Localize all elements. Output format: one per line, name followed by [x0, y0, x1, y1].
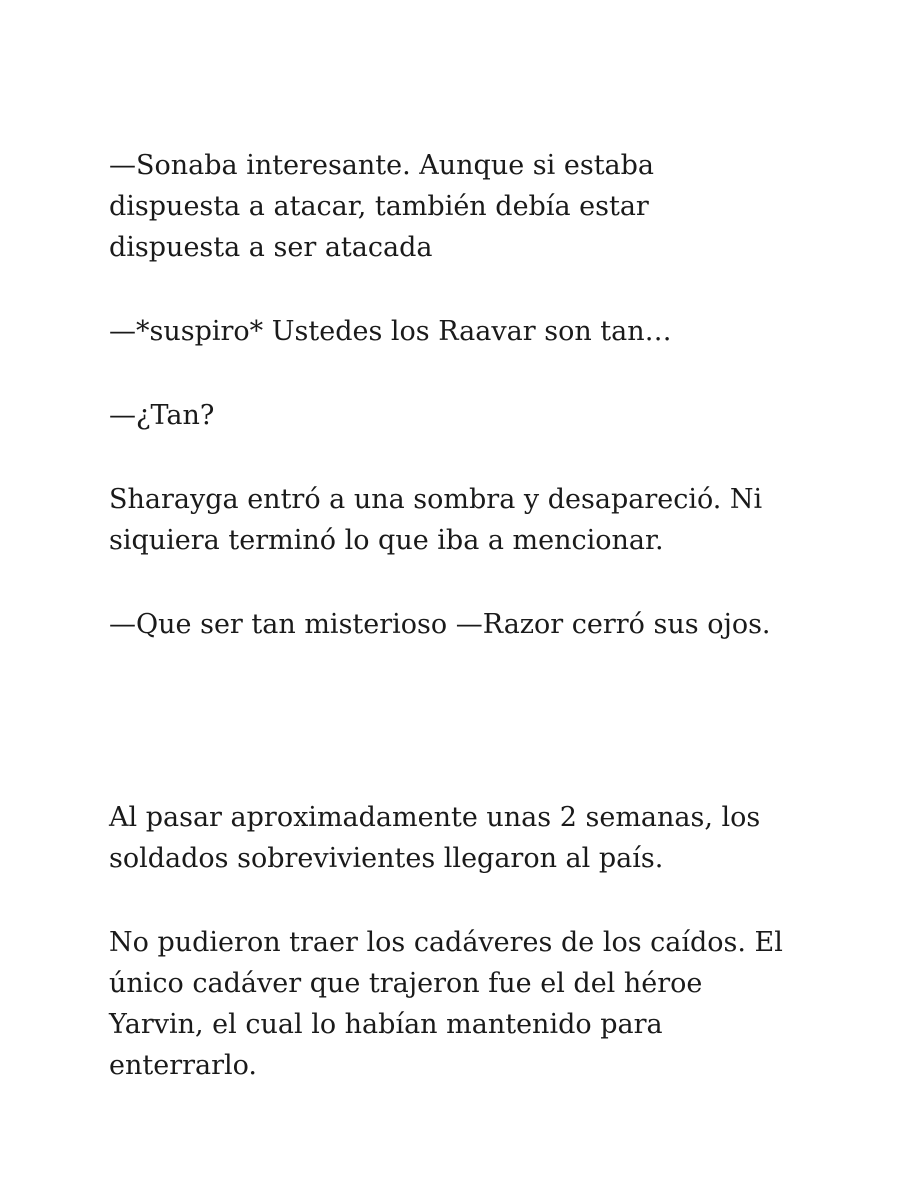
text-line: siquiera terminó lo que iba a mencionar.: [109, 525, 664, 556]
text-line: dispuesta a ser atacada: [109, 232, 433, 263]
paragraph-narration-3: [109, 922, 809, 1086]
text-line: No pudieron traer los cadáveres de los caídos. El: [109, 927, 783, 958]
text-line: Yarvin, el cual lo habían mantenido para: [109, 1009, 663, 1040]
text-line: —Sonaba interesante. Aunque si estaba: [109, 150, 655, 181]
scene-break: [109, 688, 809, 797]
paragraph-narration-1: [109, 479, 809, 561]
text-line: —¿Tan?: [109, 400, 215, 431]
text-line: enterrarlo.: [109, 1050, 258, 1081]
text-line: soldados sobrevivientes llegaron al país.: [109, 843, 664, 874]
paragraph-dialogue-3: [109, 395, 809, 436]
text-line: Sharayga entró a una sombra y desapareció. Ni: [109, 484, 763, 515]
text-line: único cadáver que trajeron fue el del héroe: [109, 968, 703, 999]
text-line: —*suspiro* Ustedes los Raavar son tan…: [109, 316, 672, 347]
text-line: Al pasar aproximadamente unas 2 semanas, los: [109, 802, 761, 833]
text-line: dispuesta a atacar, también debía estar: [109, 191, 649, 222]
text-line: —Que ser tan misterioso —Razor cerró sus ojos.: [109, 609, 771, 640]
paragraph-dialogue-1: [109, 145, 809, 268]
paragraph-dialogue-4: [109, 604, 809, 645]
paragraph-dialogue-2: [109, 311, 809, 352]
paragraph-narration-2: [109, 797, 809, 879]
story-text: [109, 145, 809, 1129]
